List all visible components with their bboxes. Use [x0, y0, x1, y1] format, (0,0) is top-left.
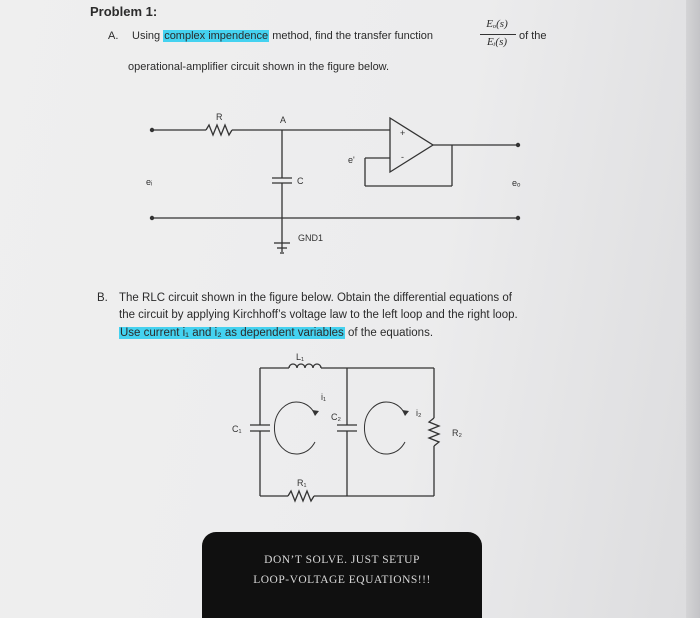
part-a-label: A. [108, 30, 119, 42]
output-eo-label: eₒ [512, 178, 521, 188]
resistor-r1-label: R₁ [297, 478, 307, 488]
loop-arrow-i2 [364, 402, 405, 454]
e-prime-label: e' [348, 155, 355, 165]
input-ei-label: eᵢ [146, 177, 153, 187]
instruction-note [202, 532, 482, 618]
ground-gnd1-label: GND1 [298, 233, 324, 243]
part-a-line-2: operational-amplifier circuit shown in the figure below. [128, 61, 390, 73]
capacitor-c2-label: C₂ [331, 412, 341, 422]
part-a-text-3: of the [519, 30, 547, 42]
fraction-numerator: Eₒ(s) [486, 18, 508, 30]
arrowhead-i2 [402, 410, 409, 416]
highlighted-instruction: Use current i₁ and i₂ as dependent variables [120, 327, 344, 339]
part-b-label: B. [97, 292, 108, 304]
loop-arrow-i1 [274, 402, 315, 454]
arrowhead-i1 [312, 410, 319, 416]
resistor-r1 [288, 491, 314, 501]
inductor-l1 [289, 364, 321, 368]
part-b-line-1: The RLC circuit shown in the figure below. Obtain the differential equations of [119, 292, 512, 304]
resistor-r2 [429, 418, 439, 446]
part-b-line-2: the circuit by applying Kirchhoff’s voltage law to the left loop and the right loop. [119, 309, 518, 321]
resistor-r2-label: R₂ [452, 428, 462, 438]
current-i1-label: i₁ [321, 392, 327, 402]
problem-title: Problem 1: [90, 4, 158, 19]
note-line-1: DON’T SOLVE. JUST SETUP [264, 554, 420, 566]
highlighted-phrase: complex impendence [164, 30, 269, 42]
plus-sign: + [400, 128, 406, 138]
current-i2-label: i₂ [416, 408, 422, 418]
part-a-text-1: Using [132, 30, 164, 42]
minus-sign: - [401, 152, 404, 162]
part-a-text-2: method, find the transfer function [269, 30, 434, 42]
inductor-l1-label: L₁ [296, 352, 305, 362]
resistor-r-label: R [216, 112, 223, 122]
fraction-denominator: Eᵢ(s) [486, 36, 508, 48]
part-b-line-3-rest: of the equations. [344, 327, 434, 339]
capacitor-c-label: C [297, 176, 304, 186]
note-line-2: LOOP-VOLTAGE EQUATIONS!!! [253, 574, 431, 586]
capacitor-c1-label: C₁ [232, 424, 242, 434]
node-a-label: A [280, 115, 287, 125]
